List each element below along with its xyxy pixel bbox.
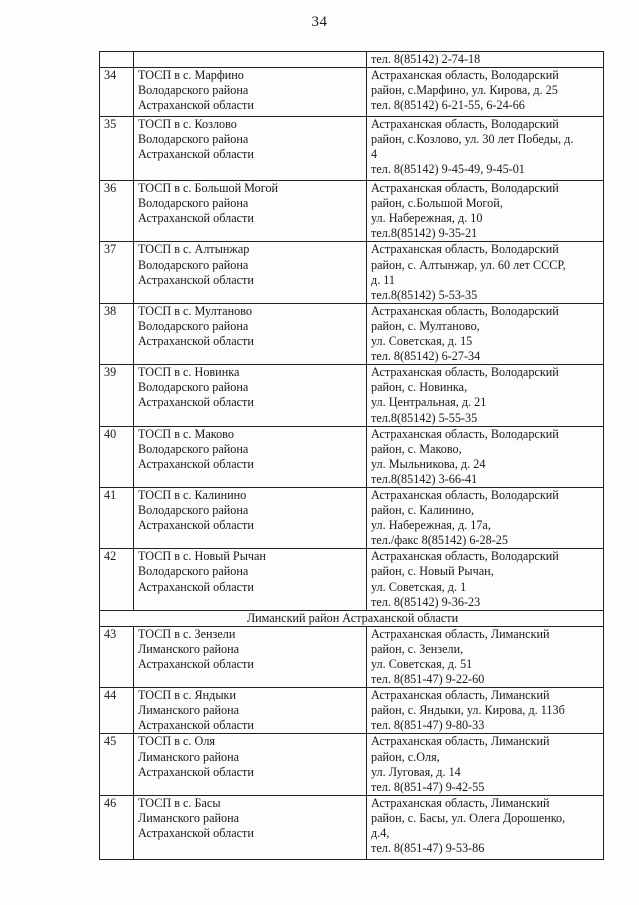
address-cell: Астраханская область, Володарский район, с.Большой Могой, ул. Набережная, д. 10 тел.8(85142) 9-35-21 xyxy=(367,181,604,242)
office-name-cell: ТОСП в с. Большой Могой Володарского района Астраханской области xyxy=(134,181,367,242)
table-row xyxy=(100,487,604,548)
row-number-cell: 46 xyxy=(100,795,134,859)
office-name-cell: ТОСП в с. Оля Лиманского района Астраханской области xyxy=(134,734,367,795)
row-number-cell: 38 xyxy=(100,303,134,364)
office-name-cell: ТОСП в с. Новинка Володарского района Астраханской области xyxy=(134,365,367,426)
address-cell: Астраханская область, Лиманский район, с.Оля, ул. Луговая, д. 14 тел. 8(851-47) 9-42-55 xyxy=(367,734,604,795)
office-name-cell: ТОСП в с. Козлово Володарского района Астраханской области xyxy=(134,117,367,181)
table-row xyxy=(100,626,604,687)
row-number-cell: 37 xyxy=(100,242,134,303)
office-name-cell: ТОСП в с. Новый Рычан Володарского района Астраханской области xyxy=(134,549,367,610)
row-number-cell xyxy=(100,52,134,68)
row-number-cell: 36 xyxy=(100,181,134,242)
row-number-cell: 42 xyxy=(100,549,134,610)
address-cell: Астраханская область, Володарский район, с. Алтынжар, ул. 60 лет СССР, д. 11 тел.8(85142) 5-53-35 xyxy=(367,242,604,303)
address-cell: Астраханская область, Лиманский район, с. Зензели, ул. Советская, д. 51 тел. 8(851-47) 9-22-60 xyxy=(367,626,604,687)
table-row xyxy=(100,365,604,426)
table-row xyxy=(100,734,604,795)
office-name-cell: ТОСП в с. Марфино Володарского района Астраханской области xyxy=(134,68,367,117)
row-number-cell: 44 xyxy=(100,688,134,734)
section-header-row xyxy=(100,610,604,626)
table-row xyxy=(100,117,604,181)
table-row xyxy=(100,426,604,487)
table-row xyxy=(100,52,604,68)
address-cell: Астраханская область, Володарский район, с. Мултаново, ул. Советская, д. 15 тел. 8(85142) 6-27-34 xyxy=(367,303,604,364)
office-name-cell: ТОСП в с. Басы Лиманского района Астраханской области xyxy=(134,795,367,859)
row-number-cell: 39 xyxy=(100,365,134,426)
address-cell: Астраханская область, Володарский район, с. Калинино, ул. Набережная, д. 17а, тел./факс 8(85142) 6-28-25 xyxy=(367,487,604,548)
office-name-cell: ТОСП в с. Калинино Володарского района Астраханской области xyxy=(134,487,367,548)
table-row xyxy=(100,549,604,610)
table-row xyxy=(100,688,604,734)
row-number-cell: 40 xyxy=(100,426,134,487)
row-number-cell: 34 xyxy=(100,68,134,117)
address-cell: Астраханская область, Володарский район, с.Марфино, ул. Кирова, д. 25 тел. 8(85142) 6-21-55, 6-24-66 xyxy=(367,68,604,117)
office-name-cell: ТОСП в с. Маково Володарского района Астраханской области xyxy=(134,426,367,487)
registry-table-body xyxy=(100,52,604,860)
row-number-cell: 45 xyxy=(100,734,134,795)
address-cell: Астраханская область, Лиманский район, с. Басы, ул. Олега Дорошенко, д.4, тел. 8(851-47) 9-53-86 xyxy=(367,795,604,859)
address-cell: Астраханская область, Володарский район, с. Маково, ул. Мыльникова, д. 24 тел.8(85142) 3-66-41 xyxy=(367,426,604,487)
table-row xyxy=(100,181,604,242)
table-row xyxy=(100,68,604,117)
table-row xyxy=(100,242,604,303)
row-number-cell: 43 xyxy=(100,626,134,687)
office-name-cell xyxy=(134,52,367,68)
office-name-cell: ТОСП в с. Зензели Лиманского района Астраханской области xyxy=(134,626,367,687)
table-row xyxy=(100,303,604,364)
page-number: 34 xyxy=(311,14,328,30)
office-name-cell: ТОСП в с. Алтынжар Володарского района Астраханской области xyxy=(134,242,367,303)
address-cell: Астраханская область, Лиманский район, с. Яндыки, ул. Кирова, д. 113б тел. 8(851-47) 9-80-33 xyxy=(367,688,604,734)
address-cell: тел. 8(85142) 2-74-18 xyxy=(367,52,604,68)
registry-table xyxy=(99,51,604,860)
section-header: Лиманский район Астраханской области xyxy=(100,610,604,626)
address-cell: Астраханская область, Володарский район, с. Новинка, ул. Центральная, д. 21 тел.8(85142) 5-55-35 xyxy=(367,365,604,426)
address-cell: Астраханская область, Володарский район, с.Козлово, ул. 30 лет Победы, д. 4 тел. 8(85142) 9-45-49, 9-45-01 xyxy=(367,117,604,181)
office-name-cell: ТОСП в с. Мултаново Володарского района Астраханской области xyxy=(134,303,367,364)
row-number-cell: 41 xyxy=(100,487,134,548)
office-name-cell: ТОСП в с. Яндыки Лиманского района Астраханской области xyxy=(134,688,367,734)
row-number-cell: 35 xyxy=(100,117,134,181)
address-cell: Астраханская область, Володарский район, с. Новый Рычан, ул. Советская, д. 1 тел. 8(85142) 9-36-23 xyxy=(367,549,604,610)
table-row xyxy=(100,795,604,859)
